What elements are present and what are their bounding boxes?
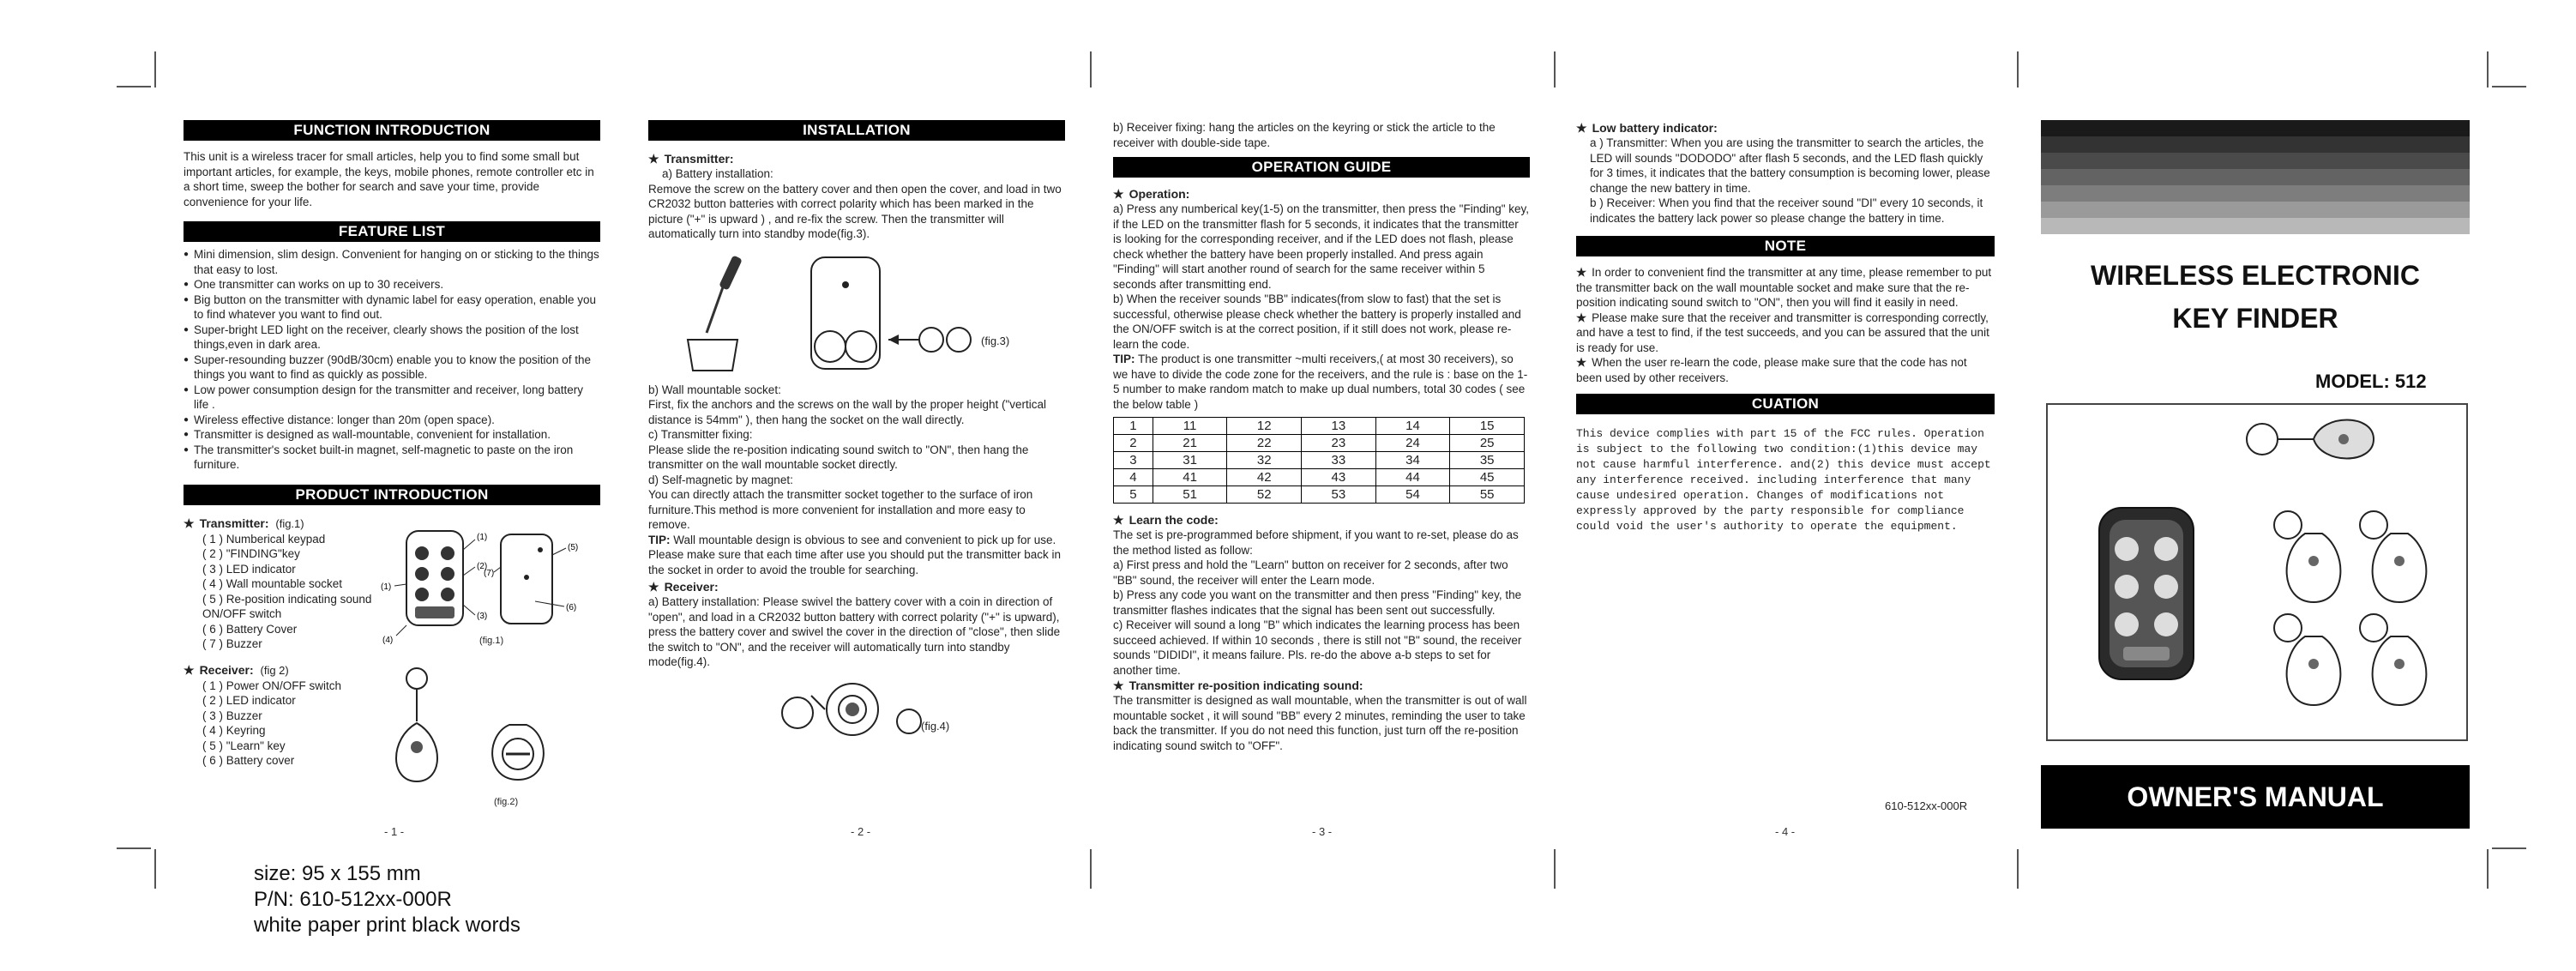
learn-a: a) First press and hold the "Learn" button on receiver for 2 seconds, after two "BB" sound, the receiver will enter the Learn mode. <box>1113 558 1508 587</box>
table-cell: 24 <box>1375 435 1450 452</box>
star-icon: ★ <box>1576 266 1587 279</box>
feature-item: ● The transmitter's socket built-in magnet, self-magnetic to paste on the iron furniture. <box>184 443 600 473</box>
table-cell: 14 <box>1375 418 1450 435</box>
function-intro-header: FUNCTION INTRODUCTION <box>184 120 600 141</box>
operation-label: Operation: <box>1129 187 1190 201</box>
callout-label: (6) <box>566 602 577 612</box>
star-icon: ★ <box>1576 121 1587 135</box>
low-battery-label: Low battery indicator <box>1592 121 1714 135</box>
pn-spec: P/N: 610-512xx-000R <box>254 888 452 911</box>
callout-label: (5) <box>568 542 579 552</box>
page-number: - 3 - <box>1312 825 1333 838</box>
table-cell: 41 <box>1153 469 1227 486</box>
fig4-area <box>648 670 1065 747</box>
note-header: NOTE <box>1576 236 1995 256</box>
product-photo-frame <box>2046 403 2468 741</box>
reposition-label: Transmitter re-position indicating sound <box>1129 678 1359 692</box>
table-cell: 51 <box>1153 486 1227 504</box>
star-icon: ★ <box>1113 187 1124 201</box>
table-cell: 22 <box>1227 435 1302 452</box>
feature-item: ● Super-resounding buzzer (90dB/30cm) enable you to know the position of the things you want to find as quickly as possible. <box>184 353 600 383</box>
page-1 <box>184 120 600 876</box>
table-cell: 54 <box>1375 486 1450 504</box>
table-row <box>1114 486 1525 504</box>
table-cell: 4 <box>1114 469 1153 486</box>
learn-intro: The set is pre-programmed before shipment, if you want to re-set, please do as the method listed as follow: <box>1113 528 1519 557</box>
color-stripe <box>2041 185 2470 202</box>
table-cell: 32 <box>1227 452 1302 469</box>
tip-paragraph <box>648 533 1065 578</box>
receiver-fig-ref: (fig 2) <box>260 663 289 677</box>
size-spec: size: 95 x 155 mm <box>254 862 421 885</box>
low-battery-a: a ) Transmitter: When you are using the transmitter to search the articles, the LED will sounds "DODODO" after flash 5 seconds, and the LED flash quickly for 3 times, it indicates that the battery consumption is becoming lower, please change the new battery in time. <box>1590 136 1990 195</box>
part-item: ( 1 ) Numberical keypad <box>202 532 326 546</box>
model-label: MODEL: 512 <box>2315 371 2427 392</box>
fixing-text: Please slide the re-position indicating sound switch to "ON", then hang the transmitter on the wall mountable socket directly. <box>648 443 1029 471</box>
table-row <box>1114 435 1525 452</box>
table-cell: 52 <box>1227 486 1302 504</box>
receiver-heading: ★ Receiver: (fig 2) <box>184 662 289 677</box>
feature-item: ● Big button on the transmitter with dynamic label for easy operation, enable you to find whatever you want to find out. <box>184 293 600 323</box>
part-item: ( 7 ) Buzzer <box>202 637 262 650</box>
battery-heading: a) Battery installation: <box>662 167 773 180</box>
feature-list <box>184 247 600 473</box>
color-stripe <box>2041 153 2470 169</box>
tip-text: The product is one transmitter ~multi receivers,( at most 30 receivers), so we have to divide the code zone for the receivers, and the rule is : base on the 1-5 number to make random match to make up dual numbers, total 30 codes ( see the below table ) <box>1113 353 1528 411</box>
feature-item: ● Super-bright LED light on the receiver, clearly shows the position of the lost things,even in dark area. <box>184 323 600 353</box>
table-row <box>1114 469 1525 486</box>
table-row <box>1114 418 1525 435</box>
table-cell: 1 <box>1114 418 1153 435</box>
star-icon: ★ <box>1113 678 1124 692</box>
fig3-caption: (fig.3) <box>981 334 1010 347</box>
fig2-caption: (fig.2) <box>494 796 519 807</box>
part-item: ( 3 ) LED indicator <box>202 562 296 576</box>
table-cell: 3 <box>1114 452 1153 469</box>
table-cell: 55 <box>1450 486 1525 504</box>
part-code: 610-512xx-000R <box>1885 799 1968 812</box>
note-item: ★ In order to convenient find the transmitter at any time, please remember to put the transmitter back on the wall mountable socket and make sure that the re-position indicating sound switch to "ON", then you will find it easily in need. <box>1576 266 1992 309</box>
fig1-caption: (fig.1) <box>479 635 504 646</box>
callout-label: (1) <box>381 582 392 592</box>
wall-text: First, fix the anchors and the screws on the wall by the proper height ("vertical distance is 54mm" ), then hang the socket on the wall directly. <box>648 398 1047 426</box>
color-stripe <box>2041 202 2470 218</box>
star-icon: ★ <box>184 662 195 677</box>
part-item: ( 5 ) "Learn" key <box>202 739 286 752</box>
part-item: ( 6 ) Battery Cover <box>202 622 298 636</box>
feature-list-header: FEATURE LIST <box>184 221 600 242</box>
part-item: ( 4 ) Wall mountable socket <box>202 577 343 590</box>
feature-item: ● Wireless effective distance: longer than 20m (open space). <box>184 413 600 428</box>
page-4 <box>1576 120 1995 534</box>
color-stripe <box>2041 218 2470 234</box>
part-item: ( 6 ) Battery cover <box>202 754 295 767</box>
tip-label: TIP: <box>1113 353 1135 365</box>
transmitter-fig-ref: (fig.1) <box>275 516 304 530</box>
wall-heading: b) Wall mountable socket: <box>648 383 781 396</box>
receiver-parts <box>202 678 389 769</box>
star-icon: ★ <box>648 580 659 594</box>
table-cell: 12 <box>1227 418 1302 435</box>
tip-paragraph <box>1113 352 1530 412</box>
code-table <box>1113 417 1525 504</box>
note-item: ★ Please make sure that the receiver and transmitter is corresponding correctly, and have a test to find, if the test succeeds, and you can be assured that the unit is ready for use. <box>1576 311 1989 354</box>
caution-header: CUATION <box>1576 394 1995 414</box>
page-number: - 1 - <box>384 825 405 838</box>
star-icon: ★ <box>1576 356 1587 369</box>
feature-item: ● Transmitter is designed as wall-mountable, convenient for installation. <box>184 427 600 443</box>
cover-title <box>2041 254 2470 340</box>
fig4-caption: (fig.4) <box>921 719 950 733</box>
reposition-heading: ★ Transmitter re-position indicating sound: <box>1113 678 1363 692</box>
table-cell: 31 <box>1153 452 1227 469</box>
function-intro-text: This unit is a wireless tracer for small articles, help you to find some small but important articles, for example, the keys, mobile phones, remote controller etc in a short time, sweep the bother for search and save your time, provide convenience for your life. <box>184 150 594 208</box>
installation-header: INSTALLATION <box>648 120 1065 141</box>
caution-text: This device complies with part 15 of the FCC rules. Operation is subject to the following two condition:(1)this device may not cause harmful interference. and(2) this device must accept any interference received. including interference that many cause undesired operation. Changes of modifications not expressly approved by the party responsible for compliance could void the user's authority to operate the equipment. <box>1576 427 1991 533</box>
table-row <box>1114 452 1525 469</box>
tip-label: TIP: <box>648 533 671 546</box>
receiver-illustration <box>389 661 587 790</box>
owners-manual-banner: OWNER'S MANUAL <box>2041 765 2470 829</box>
magnet-heading: d) Self-magnetic by magnet: <box>648 473 793 486</box>
transmitter-heading: ★ Transmitter: (fig.1) <box>184 516 304 530</box>
table-cell: 11 <box>1153 418 1227 435</box>
color-stripe <box>2041 136 2470 153</box>
part-item: ( 4 ) Keyring <box>202 724 266 737</box>
callout-label: (7) <box>484 568 495 578</box>
fixing-heading: c) Transmitter fixing: <box>648 428 753 441</box>
low-battery-b: b ) Receiver: When you find that the receiver sound "DI" every 10 seconds, it indicates the battery lack power so please change the battery in time. <box>1590 196 1983 225</box>
table-cell: 33 <box>1302 452 1376 469</box>
part-item: ( 5 ) Re-position indicating sound ON/OFF switch <box>202 592 372 620</box>
part-item: ( 2 ) LED indicator <box>202 694 296 707</box>
star-icon: ★ <box>1113 513 1124 527</box>
transmitter-label: Transmitter <box>199 516 265 530</box>
star-icon: ★ <box>184 516 195 530</box>
receiver-text: a) Battery installation: Please swivel the battery cover with a coin in direction of "open", and load in a CR2032 button battery with correct polarity ("+" is upward), press the battery cover and swivel the cover in the direction of "close", then slide the switch to "ON", and the receiver will automatically turn into standby mode(fig.4). <box>648 595 1061 668</box>
print-note: white paper print black words <box>254 914 521 937</box>
table-cell: 35 <box>1450 452 1525 469</box>
product-intro-body <box>184 516 600 876</box>
star-icon: ★ <box>1576 311 1587 324</box>
part-item: ( 3 ) Buzzer <box>202 709 262 722</box>
feature-item: ● Mini dimension, slim design. Convenient for hanging on or sticking to the things that easy to lost. <box>184 247 600 277</box>
cover-stripes <box>2041 120 2470 234</box>
learn-b: b) Press any code you want on the transmitter and then press "Finding" key, the transmitter flashes indicates that the signal has been sent out successfully. <box>1113 588 1522 617</box>
transmitter-label: Transmitter <box>664 152 730 166</box>
cover-title-line1: WIRELESS ELECTRONIC <box>2090 260 2420 291</box>
feature-item: ● Low power consumption design for the transmitter and receiver, long battery life . <box>184 383 600 413</box>
feature-item: ● One transmitter can works on up to 30 receivers. <box>184 277 600 293</box>
learn-c: c) Receiver will sound a long "B" which indicates the learning process has been succeed achieved. If within 10 seconds , there is still not "B" sound, the receiver sounds "DIDIDI", it means failure. Pls. re-do the above a-b steps to set for another time. <box>1113 618 1522 677</box>
receiver-heading <box>648 579 1065 594</box>
battery-text: Remove the screw on the battery cover and then open the cover, and load in two CR2032 button batteries with correct polarity which has been marked in the picture ("+" is upward ) , and re-fix the screw. Then the transmitter will automatically turn into standby mode(fig.3). <box>648 182 1062 240</box>
operation-b: b) When the receiver sounds "BB" indicates(from slow to fast) that the set is successful, otherwise please check whether the battery is properly installed and the ON/OFF switch is at the correct position, if it still does not work, please re-learn the code. <box>1113 293 1521 351</box>
page-number: - 4 - <box>1775 825 1796 838</box>
table-cell: 13 <box>1302 418 1376 435</box>
color-stripe <box>2041 169 2470 185</box>
page-2 <box>648 120 1065 747</box>
callout-label: (1) <box>477 532 488 542</box>
magnet-text: You can directly attach the transmitter socket together to the surface of iron furniture.This method is more convenient for installation and more easy to remove. <box>648 488 1033 531</box>
part-item: ( 1 ) Power ON/OFF switch <box>202 678 342 692</box>
table-cell: 34 <box>1375 452 1450 469</box>
note-list <box>1576 265 1995 385</box>
receiver-label: Receiver: <box>664 580 719 594</box>
table-cell: 42 <box>1227 469 1302 486</box>
table-cell: 5 <box>1114 486 1153 504</box>
fig3-area <box>648 242 1065 379</box>
color-stripe <box>2041 120 2470 136</box>
reposition-text: The transmitter is designed as wall mountable, when the transmitter is out of wall mountable socket , it will sound "BB" every 2 minutes, reminding the user to take back the transmitter. If you do not need this function, just turn off the re-position indicating sound switch to "OFF". <box>1113 694 1527 752</box>
table-cell: 2 <box>1114 435 1153 452</box>
table-cell: 44 <box>1375 469 1450 486</box>
tip-text: Wall mountable design is obvious to see and convenient to pick up for use. Please make sure that each time after use you should put the transmitter back in the socket in order to avoid the trouble for searching. <box>648 533 1062 576</box>
operation-heading <box>1113 186 1530 202</box>
callout-label: (4) <box>382 635 394 644</box>
table-cell: 23 <box>1302 435 1376 452</box>
battery-install-illustration <box>683 250 974 379</box>
receiver-battery-illustration <box>777 678 948 747</box>
low-battery-heading: ★ Low battery indicator: <box>1576 121 1718 135</box>
table-cell: 25 <box>1450 435 1525 452</box>
part-item: ( 2 ) "FINDING"key <box>202 547 300 560</box>
receiver-fixing-text: b) Receiver fixing: hang the articles on the keyring or stick the article to the receiver with double-side tape. <box>1113 121 1496 149</box>
learn-label: Learn the code <box>1129 513 1215 527</box>
table-cell: 53 <box>1302 486 1376 504</box>
print-spec <box>254 861 521 938</box>
operation-guide-header: OPERATION GUIDE <box>1113 157 1530 178</box>
receiver-label: Receiver <box>199 662 250 677</box>
callout-label: (3) <box>477 611 488 621</box>
product-photo <box>2048 405 2466 739</box>
page-number: - 2 - <box>851 825 871 838</box>
product-intro-header: PRODUCT INTRODUCTION <box>184 485 600 505</box>
table-cell: 15 <box>1450 418 1525 435</box>
transmitter-heading: ★ Transmitter: <box>648 152 734 166</box>
table-cell: 21 <box>1153 435 1227 452</box>
star-icon: ★ <box>648 152 659 166</box>
transmitter-parts <box>202 532 392 652</box>
page-3 <box>1113 120 1530 753</box>
learn-heading: ★ Learn the code: <box>1113 513 1219 527</box>
transmitter-illustration <box>381 524 587 644</box>
table-cell: 45 <box>1450 469 1525 486</box>
note-item: ★ When the user re-learn the code, please make sure that the code has not been used by other receivers. <box>1576 356 1967 384</box>
table-cell: 43 <box>1302 469 1376 486</box>
callout-label: (2) <box>477 561 488 571</box>
cover-title-line2: KEY FINDER <box>2172 303 2338 334</box>
operation-a: a) Press any numberical key(1-5) on the transmitter, then press the "Finding" key, if the LED on the transmitter flash for 5 seconds, it indicates that the transmitter is looking for the corresponding receiver, and if the LED does not flash, please check whether the battery have been properly installed. And press again "Finding" will start another round of search for the same receiver within 5 seconds after transmitting end. <box>1113 202 1530 291</box>
